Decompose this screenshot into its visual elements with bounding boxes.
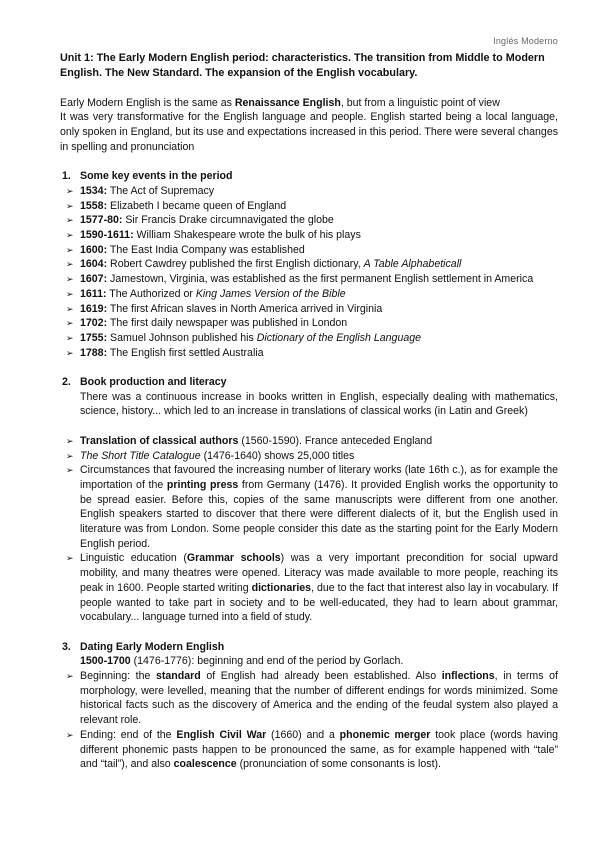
bold-text: standard [156,670,201,683]
list-item [60,346,558,361]
text-run: The East India Company was established [107,243,305,256]
arrow-bullet-icon: ➢ [66,318,74,329]
arrow-bullet-icon: ➢ [66,465,74,476]
text-run: Elizabeth I became queen of England [107,199,287,212]
arrow-bullet-icon: ➢ [66,347,74,358]
section-paragraph [80,654,558,669]
italic-text: King James Version of the Bible [195,287,346,300]
arrow-bullet-icon: ➢ [66,450,74,461]
intro [60,96,558,155]
list-item [60,449,558,464]
text-run: from Germany (1476). It provided English works the opportunity to be spread easier. Before this, copies of the same manuscripts were different from one another. English speakers started to discover that there were different dialects of it, but the English used in literature was from London. Some people consider this date as the starting point for the Early Modern English period. [80,478,558,550]
text-run: of English had already been established. Also [200,670,442,683]
bold-text: printing press [166,478,239,491]
arrow-bullet-icon: ➢ [66,288,74,299]
text-run: The first daily newspaper was published in London [107,317,348,330]
text-run: , but from a linguistic point of view [340,96,500,109]
arrow-bullet-icon: ➢ [66,274,74,285]
arrow-bullet-icon: ➢ [66,185,74,196]
list-item [60,316,558,331]
text-run: Sir Francis Drake circumnavigated the globe [122,214,334,227]
section-paragraph [80,390,558,419]
text-run: (1476-1640) shows 25,000 titles [200,449,355,462]
bold-text: 1534: [80,184,108,197]
text-run: took place (words having different phonemic pasts happen to be pronounced the same, as for example happened with “tale” and “tail”), and also [80,728,558,771]
bold-text: 1590-1611: [80,229,134,241]
bold-text: 1755: [80,331,108,344]
arrow-bullet-icon: ➢ [66,332,74,343]
bullet-list [60,434,558,625]
arrow-bullet-icon: ➢ [66,671,74,682]
bold-text: Renaissance English [234,96,341,109]
list-item [60,272,558,287]
bold-text: 1577-80: [80,214,123,227]
list-item [60,302,558,317]
list-item [60,287,558,302]
arrow-bullet-icon: ➢ [66,259,74,270]
running-header: Inglés Moderno [493,36,558,46]
bold-text: 1500-1700 [80,655,131,668]
arrow-bullet-icon: ➢ [66,729,74,740]
section [60,169,558,184]
bold-text: 1702: [80,317,108,330]
bold-text: 1607: [80,273,108,286]
arrow-bullet-icon: ➢ [66,553,74,564]
text-run: Beginning: the [80,670,156,683]
italic-text: The Short Title Catalogue [80,449,201,462]
arrow-bullet-icon: ➢ [66,244,74,255]
bold-text: 1619: [80,302,108,315]
unit-title: Unit 1: The Early Modern English period: characteristics. The transition from Middle to Modern English. The New Standard. The expansion of the English vocabulary. [60,52,545,79]
text-run: Ending: end of the [80,728,177,741]
bold-text: English Civil War [176,728,267,741]
bold-text: Translation of classical authors [80,434,239,447]
text-run: William Shakespeare wrote the bulk of his plays [133,229,361,241]
spacer [60,81,558,96]
section-number: 2. [62,376,71,389]
text-run: It was very transformative for the English language and people. English started being a local language, only spoken in England, but its use and expectations increased in this period. There were several changes in spelling and pronunciation [60,111,559,153]
bold-text: phonemic merger [339,728,431,741]
spacer [60,419,558,434]
list-item [60,213,558,228]
text-run: ) was a very important precondition for social upward mobility, and many theatres were opened. Literacy was made available to more people, reaching its peak in 1600. People started writing [80,552,558,594]
text-run: There was a continuous increase in books written in English, especially dealing with mathematics, science, history... which led to an increase in translations of classical works (in Latin and Greek) [80,390,558,418]
text-run: The first African slaves in North America arrived in Virginia [107,302,383,315]
text-run: , due to the fact that interest also lay in vocabulary. If people wanted to take part in society and to be well-educated, they had to learn about grammar, vocabulary... language turned into a field of study. [80,581,558,624]
intro-paragraph [60,96,558,111]
arrow-bullet-icon: ➢ [66,200,74,211]
bold-text: coalescence [173,758,237,771]
text-run: Samuel Johnson published his [107,331,257,344]
text-run: Robert Cawdrey published the first English dictionary, [107,258,364,271]
list-item [60,199,558,214]
text-run: The English first settled Australia [107,346,264,359]
list-item [60,434,558,449]
section [60,640,558,669]
section-heading: Dating Early Modern English [80,640,225,653]
text-run: The Authorized or [106,287,196,300]
list-item [60,728,558,772]
text-run: Early Modern English is the same as [60,96,235,109]
intro-paragraph [60,110,558,154]
bold-text: 1558: [80,199,108,212]
list-item [60,463,558,551]
italic-text: Dictionary of the English Language [256,331,422,344]
list-item [60,257,558,272]
bold-text: 1604: [80,258,108,271]
bullet-list [60,669,558,772]
arrow-bullet-icon: ➢ [66,303,74,314]
spacer [60,155,558,170]
spacer [60,625,558,640]
spacer [60,360,558,375]
text-run: (1476-1776): beginning and end of the period by Gorlach. [130,655,404,668]
section-heading: Book production and literacy [80,376,227,389]
list-item [60,551,558,625]
arrow-bullet-icon: ➢ [66,435,74,446]
text-run: , in terms of morphology, were levelled, meaning that the number of different endings for words minimized. Some historical facts such as the discovery of America and the ending of the feudal system also played a relevant role. [80,670,558,727]
text-run: The Act of Supremacy [107,184,215,197]
italic-text: A Table Alphabeticall [363,258,462,271]
bold-text: dictionaries [251,581,312,594]
list-item [60,228,558,243]
document-page [60,51,558,772]
bold-text: 1611: [80,287,107,300]
text-run: (1660) and a [266,728,340,741]
bold-text: 1600: [80,243,108,256]
list-item [60,243,558,258]
bold-text: inflections [441,670,495,683]
bullet-list [60,184,558,360]
arrow-bullet-icon: ➢ [66,230,74,240]
list-item [60,669,558,728]
sections [60,155,558,772]
bold-text: 1788: [80,346,108,359]
section-heading: Some key events in the period [80,170,233,183]
section [60,375,558,419]
list-item [60,331,558,346]
text-run: Jamestown, Virginia, was established as the first permanent English settlement in America [107,273,534,286]
text-run: Linguistic education ( [80,552,187,565]
text-run: (1560-1590). France anteceded England [238,434,433,447]
section-number: 1. [62,170,71,183]
text-run: Circumstances that favoured the increasing number of literary works (late 16th c.), as for example the importation of the [80,464,558,491]
section-number: 3. [62,640,71,653]
text-run: (pronunciation of some consonants is lost). [236,758,441,771]
arrow-bullet-icon: ➢ [66,215,74,226]
bold-text: Grammar schools [186,552,281,565]
list-item [60,184,558,199]
